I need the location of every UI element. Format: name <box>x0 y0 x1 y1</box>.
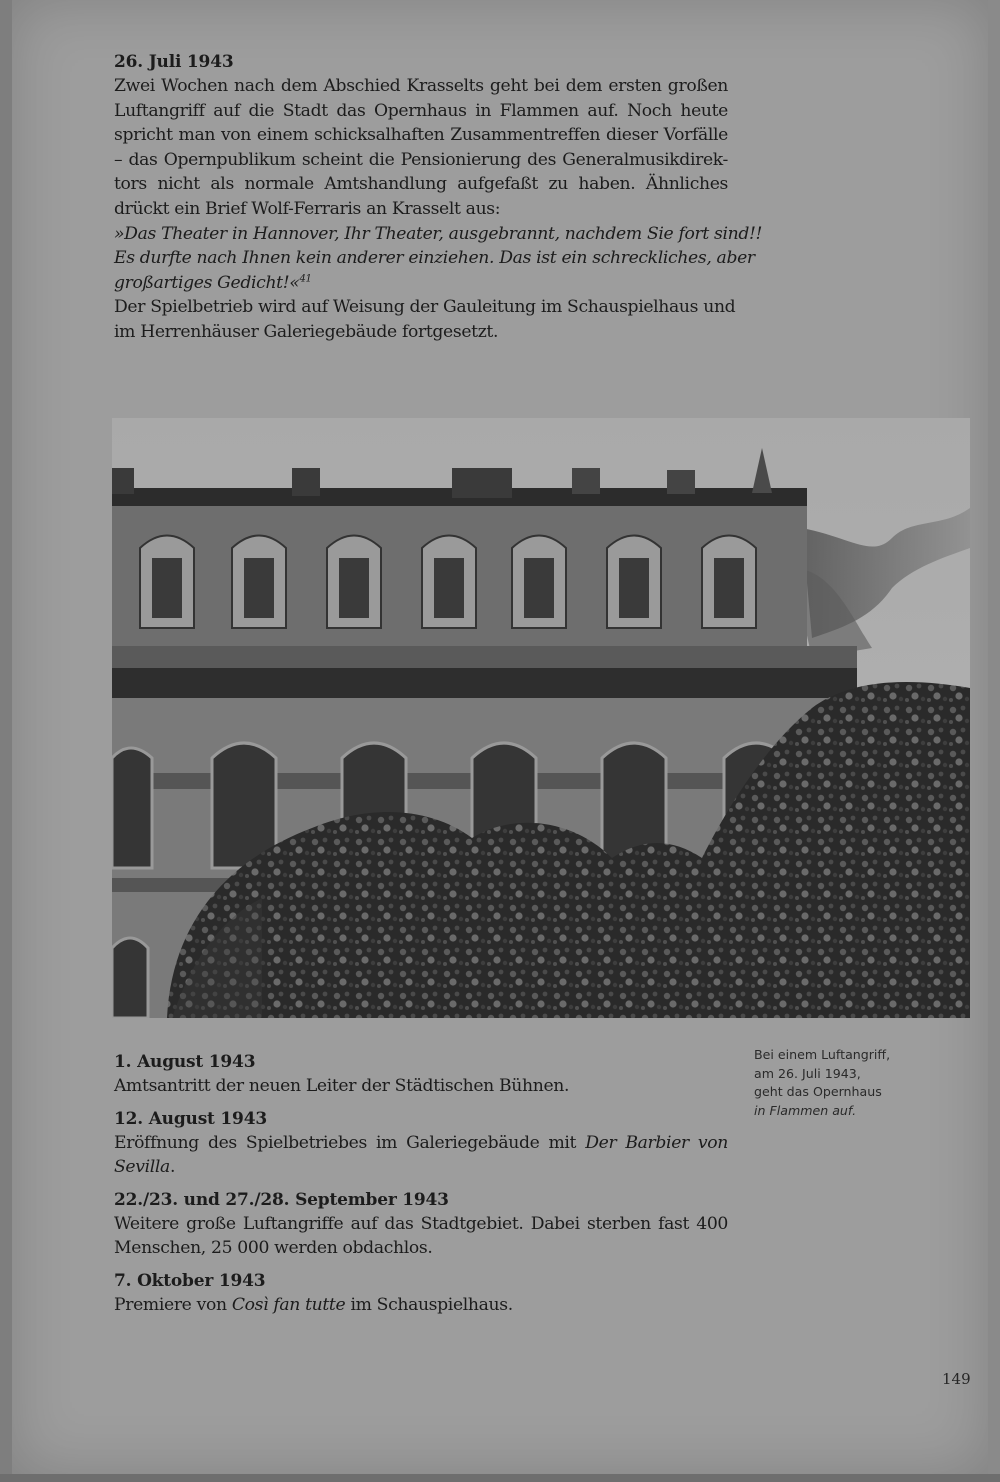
entry-paragraph <box>114 1074 728 1099</box>
paragraph-line: Luftangriff auf die Stadt das Opernhaus in Flammen auf. Noch heute <box>114 100 728 121</box>
page-number: 149 <box>942 1370 971 1388</box>
burned-opera-house-photo <box>112 418 970 1018</box>
caption-line: in Flammen auf. <box>754 1102 857 1118</box>
caption-line: geht das Opernhaus <box>754 1084 882 1099</box>
text-run: Eröffnung des Spielbetriebes im Galeriegebäude mit <box>114 1132 577 1153</box>
quote-text: großartiges Gedicht!« <box>114 272 300 293</box>
entry-date: 26. Juli 1943 <box>114 52 234 72</box>
work-title: Der Barbier von <box>585 1132 729 1153</box>
text-run: Premiere von <box>114 1294 227 1315</box>
text-run: im Schauspielhaus. <box>350 1294 513 1315</box>
entry-paragraph <box>114 74 763 345</box>
paragraph-line: spricht man von einem schicksalhaften Zusammentreffen dieser Vorfälle <box>114 125 728 146</box>
entry-paragraph <box>114 1131 728 1180</box>
paragraph-line: im Herrenhäuser Galeriegebäude fortgesetzt. <box>114 321 499 342</box>
quote-line: »Das Theater in Hannover, Ihr Theater, ausgebrannt, nachdem Sie fort sind!! <box>114 223 763 244</box>
paragraph-line: – das Opernpublikum scheint die Pensionierung des Generalmusikdirek- <box>114 149 728 170</box>
paragraph-line <box>114 1155 728 1180</box>
entry-july-26-1943 <box>114 50 763 345</box>
page-edge-bottom <box>0 1474 1000 1482</box>
paragraph-line <box>114 1131 728 1156</box>
page-edge-right <box>988 0 1000 1482</box>
entry-date: 12. August 1943 <box>114 1108 267 1129</box>
page-gutter-left <box>0 0 12 1482</box>
paragraph-line <box>114 1293 728 1318</box>
entry-sep-1943 <box>114 1188 728 1261</box>
paragraph-line: drückt ein Brief Wolf-Ferraris an Krasselt aus: <box>114 198 501 219</box>
entry-date: 1. August 1943 <box>114 1052 256 1072</box>
caption-line: Bei einem Luftangriff, <box>754 1047 891 1062</box>
photo-illustration <box>112 418 970 1018</box>
entry-aug-1-1943 <box>114 1050 728 1099</box>
entry-paragraph <box>114 1293 728 1318</box>
entry-oct-7-1943 <box>114 1269 728 1318</box>
entry-date: 7. Oktober 1943 <box>114 1270 266 1291</box>
footnote-marker: 41 <box>299 273 312 285</box>
quote-line: Es durfte nach Ihnen kein anderer einziehen. Das ist ein schreckliches, aber <box>114 248 755 269</box>
entry-aug-12-1943 <box>114 1107 728 1180</box>
paragraph-line: Menschen, 25 000 werden obdachlos. <box>114 1238 433 1259</box>
photo-caption <box>754 1046 914 1120</box>
caption-line: am 26. Juli 1943, <box>754 1065 861 1081</box>
work-title: Così fan tutte <box>231 1294 346 1315</box>
chronology-entries <box>114 1050 728 1326</box>
work-title: Sevilla <box>114 1157 170 1178</box>
paragraph-line: Amtsantritt der neuen Leiter der Städtischen Bühnen. <box>114 1076 570 1096</box>
entry-date: 22./23. und 27./28. September 1943 <box>114 1189 449 1210</box>
paragraph-line: tors nicht als normale Amtshandlung aufgefaßt zu haben. Ähnliches <box>114 174 728 195</box>
paragraph-line: Der Spielbetrieb wird auf Weisung der Gauleitung im Schauspielhaus und <box>114 297 736 318</box>
quote-line-last <box>114 271 728 296</box>
paragraph-line: Zwei Wochen nach dem Abschied Krasselts geht bei dem ersten großen <box>114 76 728 96</box>
entry-paragraph <box>114 1212 728 1261</box>
text-run: . <box>169 1157 176 1178</box>
paragraph-line: Weitere große Luftangriffe auf das Stadtgebiet. Dabei sterben fast 400 <box>114 1213 728 1234</box>
